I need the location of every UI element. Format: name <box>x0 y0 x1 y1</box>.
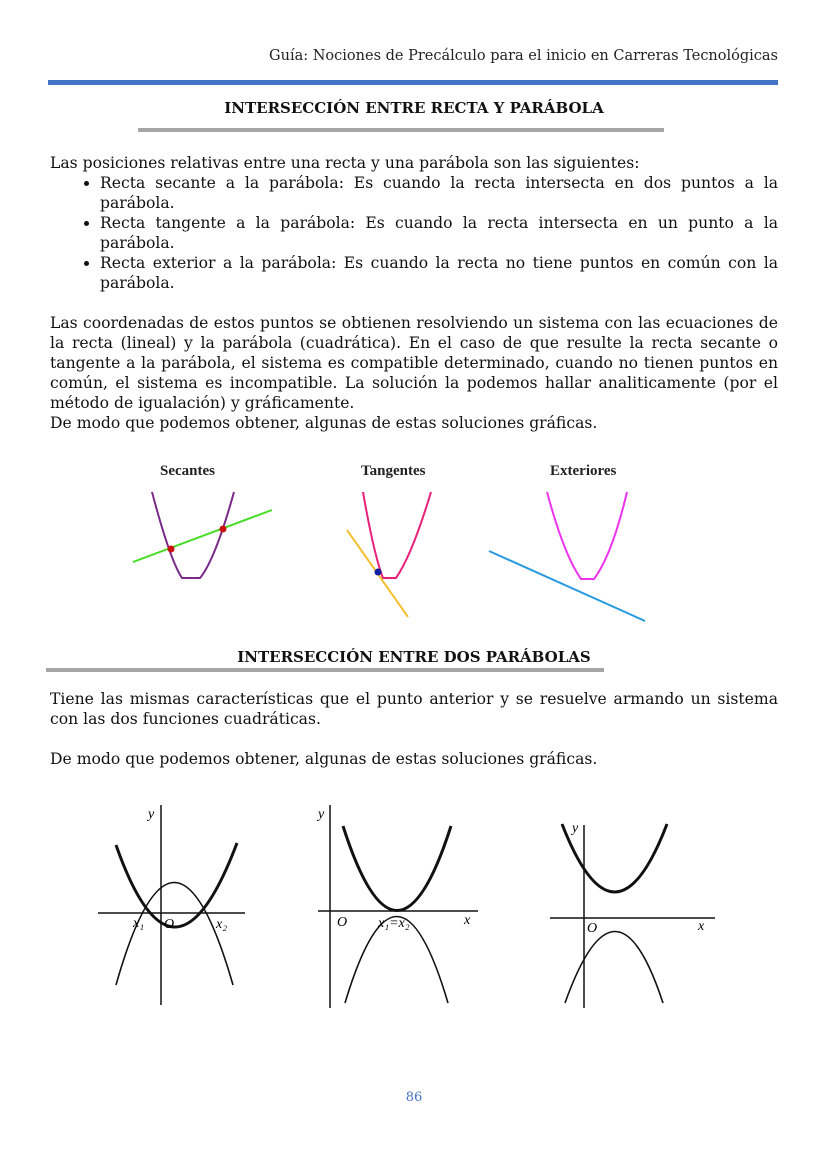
section2-title: INTERSECCIÓN ENTRE DOS PARÁBOLAS <box>237 648 591 666</box>
intersection-point <box>220 526 227 533</box>
graph-tangent-parabolas <box>318 805 478 1008</box>
tangent-point <box>375 569 382 576</box>
intersection-point <box>168 546 175 553</box>
label-secantes: Secantes <box>160 463 215 479</box>
svg-text:y: y <box>318 807 325 822</box>
svg-text:x₁: x₁ <box>133 916 145 931</box>
section-title: INTERSECCIÓN ENTRE RECTA Y PARÁBOLA <box>224 99 604 117</box>
graph-two-intersections <box>98 805 245 1005</box>
svg-text:x₂: x₂ <box>216 917 228 932</box>
running-header: Guía: Nociones de Precálculo para el inicio en Carreras Tecnológicas <box>269 48 778 64</box>
section2-text <box>50 689 778 769</box>
svg-text:y: y <box>148 807 155 822</box>
secant-line <box>133 510 272 562</box>
svg-text:O: O <box>337 915 348 930</box>
paragraph: Las coordenadas de estos puntos se obtienen resolviendo un sistema con las ecuaciones de la recta (lineal) y la parábola (cuadrática). En el caso de que resulte la recta secante o tangente a la parábola, el sistema es compatible determinado, cuando no tienen puntos en común, el sistema es incompatible. La solución la podemos hallar analiticamente (por el método de igualación) y gráficamente. <box>50 314 778 412</box>
svg-text:O: O <box>587 921 598 936</box>
svg-text:O: O <box>164 917 175 932</box>
intro: Las posiciones relativas entre una recta y una parábola son las siguientes: <box>50 154 640 172</box>
parabola-secant <box>152 492 234 578</box>
paragraph: Tiene las mismas características que el punto anterior y se resuelve armando un sistema con las dos funciones cuadráticas. <box>50 690 778 728</box>
closing: De modo que podemos obtener, algunas de estas soluciones gráficas. <box>50 750 598 768</box>
closing: De modo que podemos obtener, algunas de estas soluciones gráficas. <box>50 414 598 432</box>
parabola-tangent <box>363 492 431 578</box>
exterior-line <box>489 551 645 621</box>
title-underline <box>46 668 604 672</box>
label-exteriores: Exteriores <box>550 463 617 479</box>
page-number: 86 <box>405 1090 423 1105</box>
parabola-exterior <box>547 492 627 579</box>
svg-text:x: x <box>464 913 471 928</box>
svg-text:x: x <box>698 919 705 934</box>
svg-text:y: y <box>572 821 579 836</box>
list-item: • Recta tangente a la parábola: Es cuando la recta intersecta en un punto a la parábola. <box>100 213 778 253</box>
list-item: • Recta secante a la parábola: Es cuando la recta intersecta en dos puntos a la parábola. <box>100 173 778 213</box>
label-tangentes: Tangentes <box>361 463 426 479</box>
list-item: • Recta exterior a la parábola: Es cuando la recta no tiene puntos en común con la parábola. <box>100 253 778 293</box>
graph-no-intersection <box>550 824 715 1008</box>
svg-text:x₁=x₂: x₁=x₂ <box>378 916 410 931</box>
